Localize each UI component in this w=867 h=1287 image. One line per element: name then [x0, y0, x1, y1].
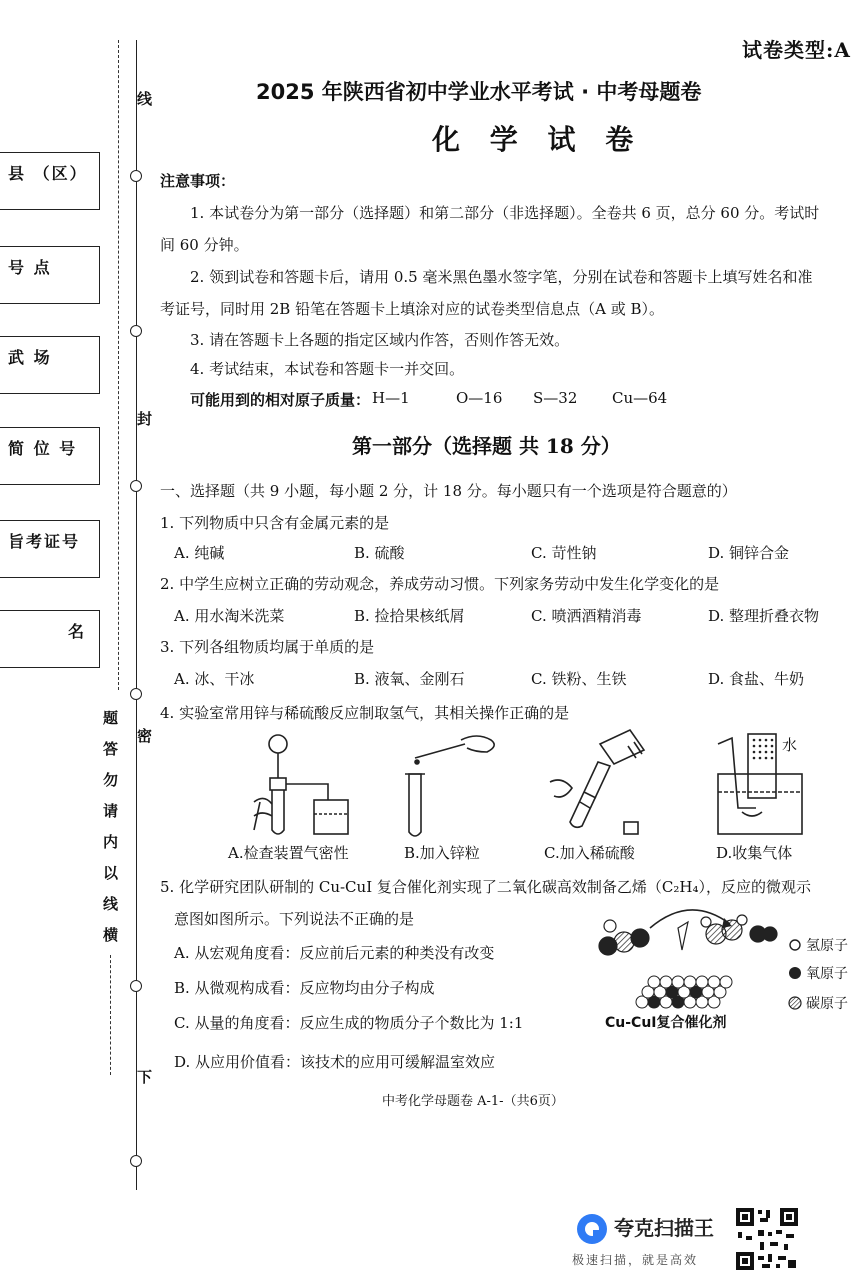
scanner-slogan: 极速扫描，就是高效 [572, 1253, 699, 1267]
question-stem: 3. 下列各组物质均属于单质的是 [160, 638, 375, 656]
binding-box-county [0, 152, 100, 210]
note-line: 3. 请在答题卡上各题的指定区域内作答，否则作答无效。 [190, 331, 570, 349]
add-zinc-illustration [395, 730, 505, 840]
option-c: C. 从量的角度看：反应生成的物质分子个数比为 1:1 [174, 1014, 524, 1032]
option-b: B. 硫酸 [354, 544, 405, 562]
binding-hole [130, 688, 142, 700]
qr-code-icon [734, 1206, 800, 1272]
dashed-line-upper [118, 40, 119, 690]
side-char-nei: 内 [103, 833, 119, 851]
oxygen-legend-icon [788, 966, 802, 980]
option-c: C. 喷洒酒精消毒 [531, 607, 642, 625]
side-char-xian: 线 [137, 90, 153, 108]
side-char-ti: 题 [103, 709, 119, 727]
atomic-mass-item: S—32 [533, 389, 578, 407]
binding-label-county: 县 （区） [8, 164, 88, 183]
side-char-xia: 下 [137, 1068, 153, 1086]
side-char-yi: 以 [103, 864, 119, 882]
note-line: 1. 本试卷分为第一部分（选择题）和第二部分（非选择题）。全卷共 6 页，总分 60 分。考试时 [190, 204, 820, 222]
add-acid-illustration [540, 722, 660, 842]
scanner-logo-icon [575, 1212, 609, 1246]
option-d: D. 食盐、牛奶 [708, 670, 805, 688]
option-a: A. 纯碱 [174, 544, 225, 562]
reaction-micro-diagram [590, 898, 790, 1028]
binding-hole [130, 980, 142, 992]
option-d: D. 铜锌合金 [708, 544, 790, 562]
part1-title: 第一部分（选择题 共 18 分） [352, 434, 621, 458]
binding-hole [130, 1155, 142, 1167]
option-d: D. 整理折叠衣物 [708, 607, 820, 625]
question-stem-cont: 意图如图所示。下列说法不正确的是 [174, 910, 415, 928]
notes-heading: 注意事项： [160, 172, 236, 190]
option-a: A. 用水淘米洗菜 [174, 607, 285, 625]
hydrogen-legend-icon [788, 938, 802, 952]
section-intro: 一、选择题（共 9 小题，每小题 2 分，计 18 分。每小题只有一个选项是符合题意的） [160, 482, 737, 500]
exam-title: 2025 年陕西省初中学业水平考试 · 中考母题卷 [256, 80, 702, 104]
legend-carbon: 碳原子 [806, 996, 848, 1012]
figure-caption-b: B.加入锌粒 [404, 844, 480, 862]
question-stem: 5. 化学研究团队研制的 Cu-CuI 复合催化剂实现了二氧化碳高效制备乙烯（C₂H₄），反应的微观示 [160, 878, 811, 896]
atomic-mass-label: 可能用到的相对原子质量： [190, 391, 371, 409]
side-char-heng: 横 [103, 926, 119, 944]
side-char-da: 答 [103, 740, 119, 758]
binding-line [136, 40, 137, 1190]
legend-oxygen: 氧原子 [806, 966, 848, 982]
binding-box-room [0, 336, 100, 394]
question-stem: 1. 下列物质中只含有金属元素的是 [160, 514, 390, 532]
option-c: C. 铁粉、生铁 [531, 670, 627, 688]
binding-label-ticket: 旨考证号 [8, 532, 81, 551]
option-b: B. 捡拾果核纸屑 [354, 607, 465, 625]
question-stem: 4. 实验室常用锌与稀硫酸反应制取氢气，其相关操作正确的是 [160, 704, 570, 722]
side-char-mi: 密 [137, 727, 153, 745]
carbon-legend-icon [788, 996, 802, 1010]
paper-type: 试卷类型:A [742, 38, 851, 62]
note-line: 4. 考试结束，本试卷和答题卡一并交回。 [190, 360, 465, 378]
scanner-brand: 夸克扫描王 [614, 1216, 714, 1240]
option-a: A. 冰、干冰 [174, 670, 255, 688]
side-char-wu: 勿 [103, 771, 119, 789]
water-label: 水 [782, 736, 798, 754]
binding-label-name: 名 [68, 622, 87, 641]
side-char-qing: 请 [103, 802, 119, 820]
binding-box-ticket [0, 520, 100, 578]
option-a: A. 从宏观角度看：反应前后元素的种类没有改变 [174, 944, 495, 962]
binding-label-room: 武 场 [8, 348, 52, 367]
atomic-mass-item: Cu—64 [612, 389, 668, 407]
binding-box-name [0, 610, 100, 668]
page-footer: 中考化学母题卷 A-1-（共6页） [382, 1094, 564, 1109]
figure-caption-a: A.检查装置气密性 [228, 844, 349, 862]
paper-subtitle: 化 学 试 卷 [432, 123, 644, 156]
legend-hydrogen: 氢原子 [806, 938, 848, 954]
figure-caption-d: D.收集气体 [716, 844, 793, 862]
option-b: B. 从微观构成看：反应物均由分子构成 [174, 979, 435, 997]
binding-label-site: 号 点 [8, 258, 52, 277]
note-line: 间 60 分钟。 [160, 236, 249, 254]
side-char-feng: 封 [137, 410, 153, 428]
binding-label-seat: 简 位 号 [8, 439, 78, 458]
note-line: 2. 领到试卷和答题卡后，请用 0.5 毫米黑色墨水签字笔，分别在试卷和答题卡上填写姓名和准 [190, 268, 813, 286]
binding-hole [130, 480, 142, 492]
option-c: C. 苛性钠 [531, 544, 597, 562]
option-d: D. 从应用价值看：该技术的应用可缓解温室效应 [174, 1053, 496, 1071]
binding-hole [130, 325, 142, 337]
binding-box-site [0, 246, 100, 304]
atomic-mass-item: H—1 [372, 389, 410, 407]
binding-hole [130, 170, 142, 182]
figure-caption-c: C.加入稀硫酸 [544, 844, 635, 862]
airtightness-check-illustration [240, 730, 360, 840]
atomic-mass-item: O—16 [456, 389, 503, 407]
option-b: B. 液氧、金刚石 [354, 670, 465, 688]
side-char-xian2: 线 [103, 895, 119, 913]
question-stem: 2. 中学生应树立正确的劳动观念，养成劳动习惯。下列家务劳动中发生化学变化的是 [160, 575, 720, 593]
binding-box-seat [0, 427, 100, 485]
catalyst-label: Cu-CuI复合催化剂 [605, 1015, 727, 1031]
dashed-line-lower [110, 955, 111, 1075]
note-line: 考证号，同时用 2B 铅笔在答题卡上填涂对应的试卷类型信息点（A 或 B）。 [160, 300, 664, 318]
